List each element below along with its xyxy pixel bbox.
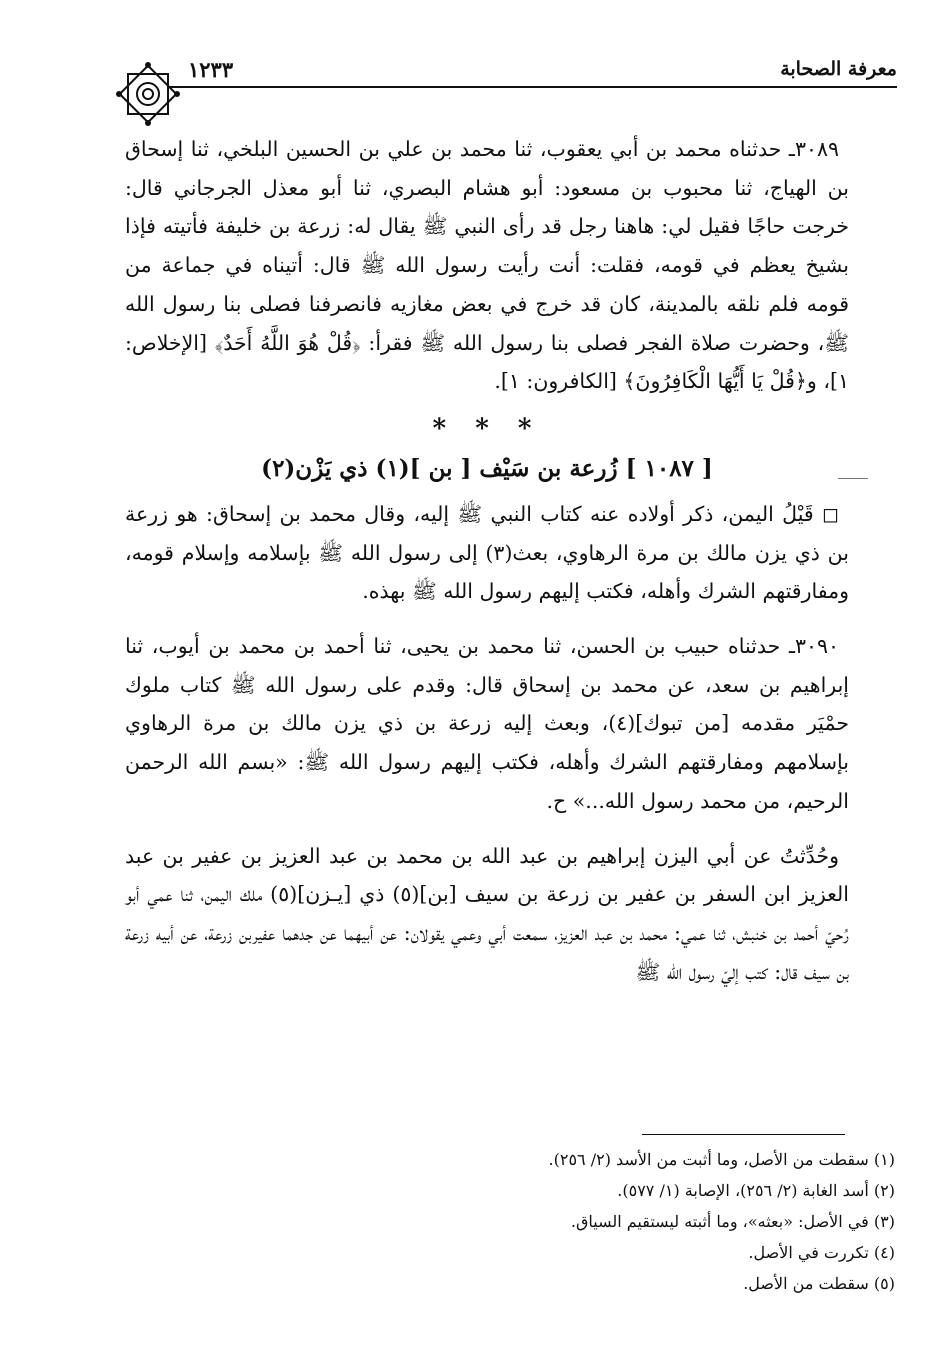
footnote-rule (642, 1134, 845, 1135)
text-line: ◻ قَيْلُ اليمن، ذكر أولاده عنه كتاب النبي ﷺ إليه، وقال محمد بن إسحاق: هو (176, 501, 839, 526)
text-line: وحُدِّثتُ عن أبي اليزن إبراهيم بن عبد الله بن محمد بن عبد العزيز بن عفير بن عبد العزيز (125, 843, 849, 907)
text-line: و﴿قُلْ يَا أَيُّهَا الْكَافِرُونَ﴾ [الكافرون: ١]. (494, 369, 817, 394)
narration-paragraph (125, 837, 849, 992)
text-line: بإسلامهم ومفارقتهم الشرك وأهله، فكتب إليهم رسول الله ﷺ: «بسم الله الرحمن (125, 750, 849, 775)
text-line: ٣٠٨٩ـ حدثناه محمد بن أبي يعقوب، ثنا محمد بن علي بن الحسين البلخي، ثنا (190, 137, 839, 161)
running-title: معرفة الصحابة (780, 58, 897, 80)
text-line: فأتيته فإذا بشيخ يعظم في قومه، فقلت: أنت رأيت رسول الله ﷺ قال: أتيناه في جماعة (125, 214, 849, 278)
text-line: الرحيم، من محمد رسول الله...» ح. (546, 788, 849, 813)
text-line: أيوب، ثنا إبراهيم بن سعد، عن محمد بن إسحاق قال: وقدم على رسول الله ﷺ كتاب (125, 634, 849, 697)
main-text (125, 130, 849, 991)
text-line: إسحاق بن الهياج، ثنا محبوب بن مسعود: أبو هشام البصري، ثنا أبو معذل الجرجاني (125, 137, 849, 200)
text-line: أبيهما عن جدهما عفيربن زرعة، عن أبيه زرعة بن سيف قال: كتب إليّ رسول الله ﷺ (125, 920, 849, 984)
hadith-3090 (125, 627, 849, 821)
text-line: زرعة بن ذي يزن مالك بن مرة الرهاوي، بعث(٣) إلى رسول الله ﷺ بإسلامه وإسلام (125, 501, 849, 565)
ornament-icon (114, 60, 182, 128)
page-header (110, 52, 897, 92)
footnote-5: (٥) سقطت من الأصل. (743, 1274, 895, 1293)
text-line: وحضرت صلاة الفجر فصلى بنا رسول الله ﷺ فقرأ: ﴿قُلْ هُوَ اللَّهُ أَحَدٌ﴾ [الإخلاص: ١]، (125, 330, 849, 394)
entry-title: [ ١٠٨٧ ] زُرعة بن سَيْف [ بن ](١) ذي يَزْن(٢) (261, 454, 713, 482)
text-line: من قومه فلم نلقه بالمدينة، كان قد خرج في بعض مغازيه فانصرفنا فصلى بنا رسول الله ﷺ، (125, 253, 849, 355)
text-line: ٣٠٩٠ـ حدثناه حبيب بن الحسن، ثنا محمد بن يحيى، ثنا أحمد بن محمد بن (208, 634, 839, 659)
text-line: قال: خرجت حاجًا فقيل لي: هاهنا رجل قد رأى النبي ﷺ يقال له: زرعة بن خليفة (125, 175, 849, 239)
footnotes (130, 1144, 895, 1299)
footnote-1: (١) سقطت من الأصل، وما أثبت من الأسد (٢/ ٢٥٦). (548, 1150, 895, 1169)
hadith-3089 (125, 130, 849, 401)
text-line: ابن السفر بن عفير بن زرعة بن سيف [بن](٥) ذي [يـزن](٥) ملك اليمن، ثنا عمي أبو (125, 882, 791, 907)
page-number: ١٢٣٣ (188, 57, 234, 82)
footnote-4: (٤) تكررت في الأصل. (748, 1243, 895, 1262)
text-line: قومه، ومفارقتهم الشرك وأهله، فكتب إليهم رسول الله ﷺ بهذه. (125, 540, 849, 604)
margin-mark (838, 478, 868, 479)
text-line: ملوك حمْيَر مقدمه [من تبوك](٤)، وبعث إليه زرعة بن ذي يزن مالك بن مرة الرهاوي (125, 672, 849, 736)
footnote-3: (٣) في الأصل: «بعثه»، وما أثبته ليستقيم السياق. (570, 1212, 895, 1231)
footnote-2: (٢) أسد الغابة (٢/ ٢٥٦)، الإصابة (١/ ٥٧٧). (617, 1181, 895, 1200)
section-separator: * * * (432, 413, 542, 444)
text-line: رُحيّ أحمد بن خنبش، ثنا عمي: محمد بن عبد العزيز، سمعت أبي وعمي يقولان: عن (380, 920, 849, 945)
header-rule (170, 86, 897, 88)
biography-paragraph (125, 495, 849, 611)
